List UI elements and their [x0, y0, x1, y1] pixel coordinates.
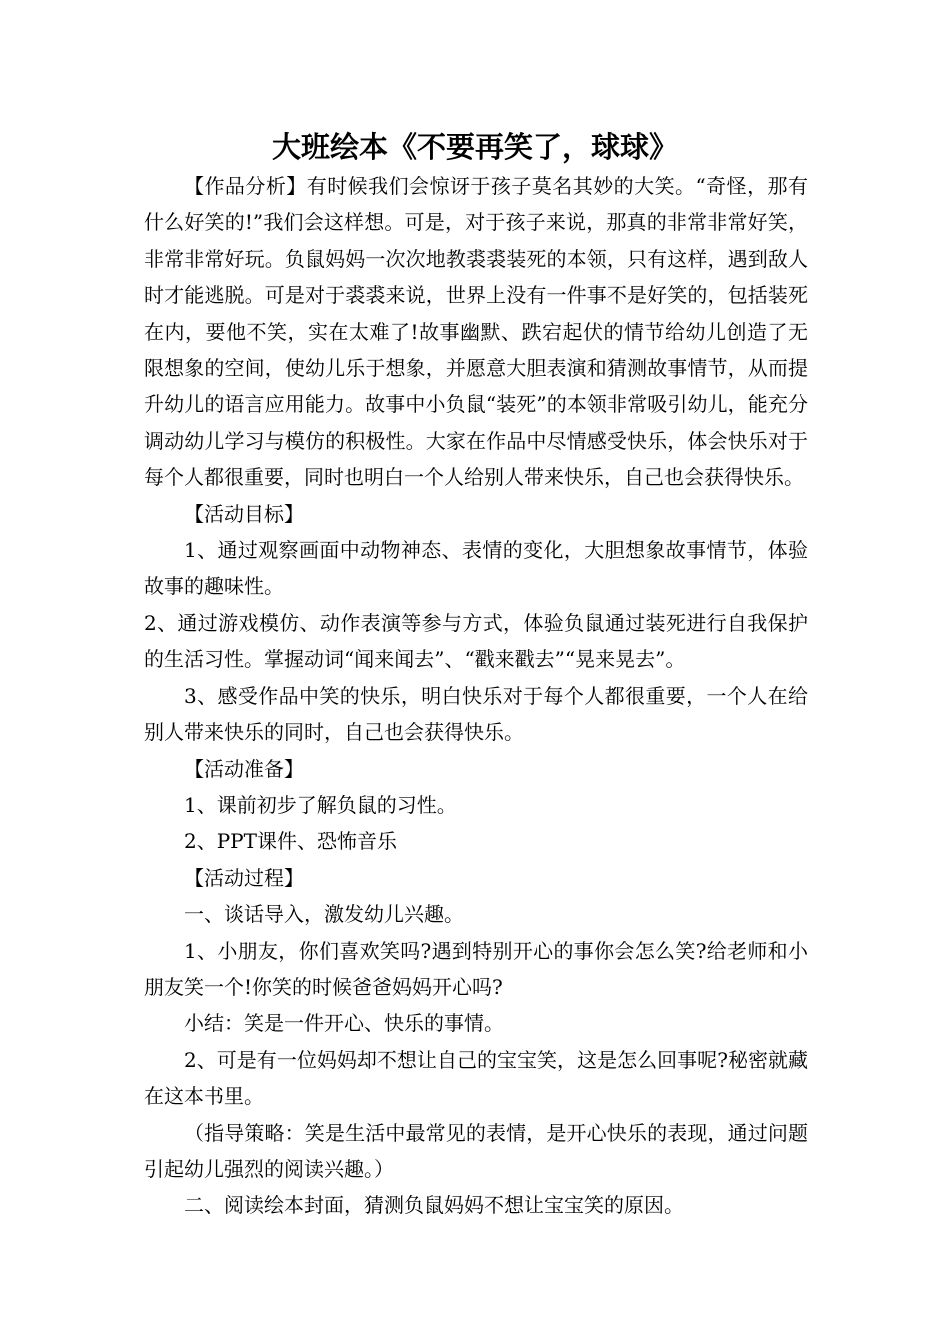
- analysis-label: 【作品分析】: [184, 174, 307, 198]
- goal-item-1: 1、通过观察画面中动物神态、表情的变化，大胆想象故事情节，体验故事的趣味性。: [144, 538, 808, 599]
- step-two-heading: 二、阅读绘本封面，猜测负鼠妈妈不想让宝宝笑的原因。: [184, 1193, 684, 1218]
- summary-text: 小结：笑是一件开心、快乐的事情。: [184, 1011, 504, 1036]
- prep-heading: 【活动准备】: [184, 756, 304, 781]
- document-body: [144, 168, 808, 1224]
- process-heading: 【活动过程】: [184, 865, 304, 890]
- step-one-item-1: 1、小朋友，你们喜欢笑吗?遇到特别开心的事你会怎么笑?给老师和小朋友笑一个!你笑的时候爸爸妈妈开心吗?: [144, 938, 808, 999]
- guidance-note: （指导策略：笑是生活中最常见的表情，是开心快乐的表现，通过问题引起幼儿强烈的阅读兴趣。）: [144, 1120, 808, 1181]
- step-one-heading: 一、谈话导入，激发幼儿兴趣。: [184, 902, 464, 927]
- document-title: 大班绘本《不要再笑了，球球》: [271, 130, 678, 164]
- step-one-item-2: 2、可是有一位妈妈却不想让自己的宝宝笑，这是怎么回事呢?秘密就藏在这本书里。: [144, 1047, 808, 1109]
- prep-item-1: 1、课前初步了解负鼠的习性。: [184, 792, 457, 817]
- analysis-paragraph: [144, 168, 808, 496]
- goals-heading: 【活动目标】: [184, 501, 304, 526]
- goal-item-3: 3、感受作品中笑的快乐，明白快乐对于每个人都很重要，一个人在给别人带来快乐的同时，自己也会获得快乐。: [144, 683, 808, 745]
- prep-item-2: 2、PPT课件、恐怖音乐: [184, 829, 397, 854]
- analysis-text: 有时候我们会惊讶于孩子莫名其妙的大笑。“奇怪，那有什么好笑的!”我们会这样想。可是，对于孩子来说，那真的非常非常好笑，非常非常好玩。负鼠妈妈一次次地教裘裘装死的本领，只有这样，遇到敌人时才能逃脱。可是对于裘裘来说，世界上没有一件事不是好笑的，包括装死在内，要他不笑，实在太难了!故事幽默、跌宕起伏的情节给幼儿创造了无限想象的空间，使幼儿乐于想象，并愿意大胆表演和猜测故事情节，从而提升幼儿的语言应用能力。故事中小负鼠“装死”的本领非常吸引幼儿，能充分调动幼儿学习与模仿的积极性。大家在作品中尽情感受快乐，体会快乐对于每个人都很重要，同时也明白一个人给别人带来快乐，自己也会获得快乐。: [144, 174, 809, 490]
- goal-item-2: 2、通过游戏模仿、动作表演等参与方式，体验负鼠通过装死进行自我保护的生活习性。掌握动词“闻来闻去”、“戳来戳去”“晃来晃去”。: [144, 610, 808, 672]
